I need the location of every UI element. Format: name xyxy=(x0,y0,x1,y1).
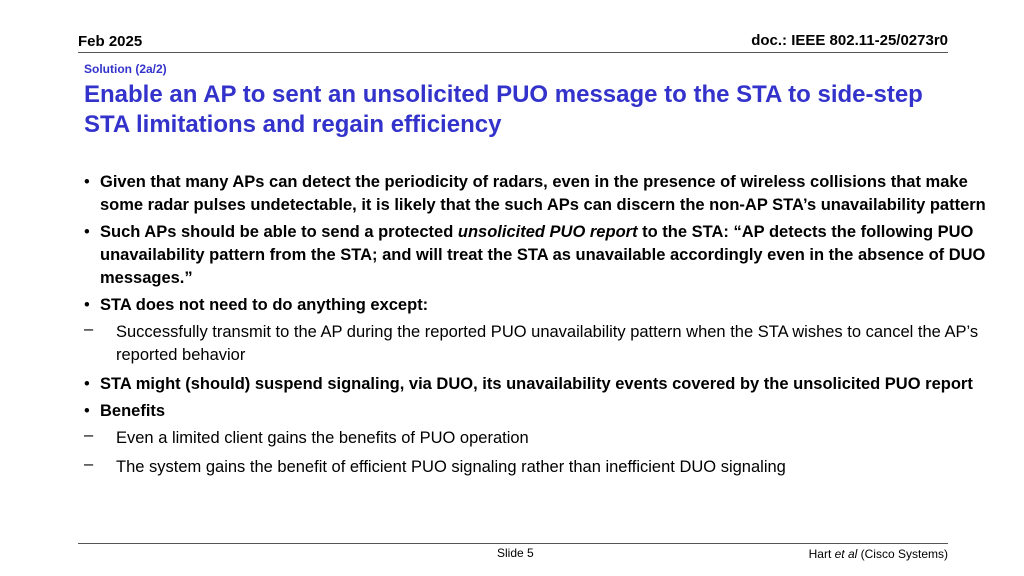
sub-bullet-marker: – xyxy=(84,426,94,444)
sub-bullet-marker: – xyxy=(84,455,94,473)
bullet-marker: • xyxy=(84,223,90,241)
slide-title: Enable an AP to sent an unsolicited PUO message to the STA to side-step STA limitations and regain efficiency xyxy=(84,81,923,138)
sub-bullet-marker: – xyxy=(84,320,94,338)
bullet-text: Such APs should be able to send a protected xyxy=(100,223,458,241)
author-etal: et al xyxy=(834,547,858,561)
bullet-marker: • xyxy=(84,173,90,191)
bullet-text: to the STA: “AP detects the following PUO unavailability pattern from the STA; and will treat the STA as unavailable accordingly even in the absence of DUO messages.” xyxy=(100,223,986,287)
bullet-item xyxy=(84,400,989,423)
bullet-item xyxy=(84,171,989,217)
slide-subtitle: Solution (2a/2) xyxy=(84,62,167,76)
bullet-text: STA does not need to do anything except: xyxy=(100,296,429,314)
footer-divider xyxy=(78,543,948,544)
header-doc-id: doc.: IEEE 802.11-25/0273r0 xyxy=(751,32,948,49)
sub-bullet-text: Even a limited client gains the benefits of PUO operation xyxy=(116,429,529,447)
author-org: (Cisco Systems) xyxy=(857,547,948,561)
slide-number: Slide 5 xyxy=(497,546,534,560)
bullet-text: STA might (should) suspend signaling, via DUO, its unavailability events covered by the unsolicited PUO report xyxy=(100,375,973,393)
bullet-item xyxy=(84,221,989,290)
bullet-text: Given that many APs can detect the periodicity of radars, even in the presence of wireless collisions that make some radar pulses undetectable, it is likely that the such APs can discern the non-AP STA’s unavailability pattern xyxy=(100,173,986,214)
bullet-item xyxy=(84,373,989,396)
sub-bullet-item xyxy=(84,427,989,450)
slide-body xyxy=(84,171,989,485)
bullet-text: Benefits xyxy=(100,402,166,420)
bullet-item xyxy=(84,294,989,317)
sub-bullet-item xyxy=(84,321,989,367)
author-name: Hart xyxy=(808,547,835,561)
bullet-marker: • xyxy=(84,296,90,314)
bullet-emphasis: unsolicited PUO report xyxy=(457,223,638,241)
footer-author xyxy=(809,547,948,561)
header-date: Feb 2025 xyxy=(78,33,143,50)
sub-bullet-item xyxy=(84,456,989,479)
sub-bullet-text: Successfully transmit to the AP during the reported PUO unavailability pattern when the STA wishes to cancel the AP’s reported behavior xyxy=(116,323,979,364)
header-divider xyxy=(78,52,948,53)
sub-bullet-text: The system gains the benefit of efficient PUO signaling rather than inefficient DUO signaling xyxy=(116,458,786,476)
bullet-marker: • xyxy=(84,402,90,420)
bullet-marker: • xyxy=(84,375,90,393)
